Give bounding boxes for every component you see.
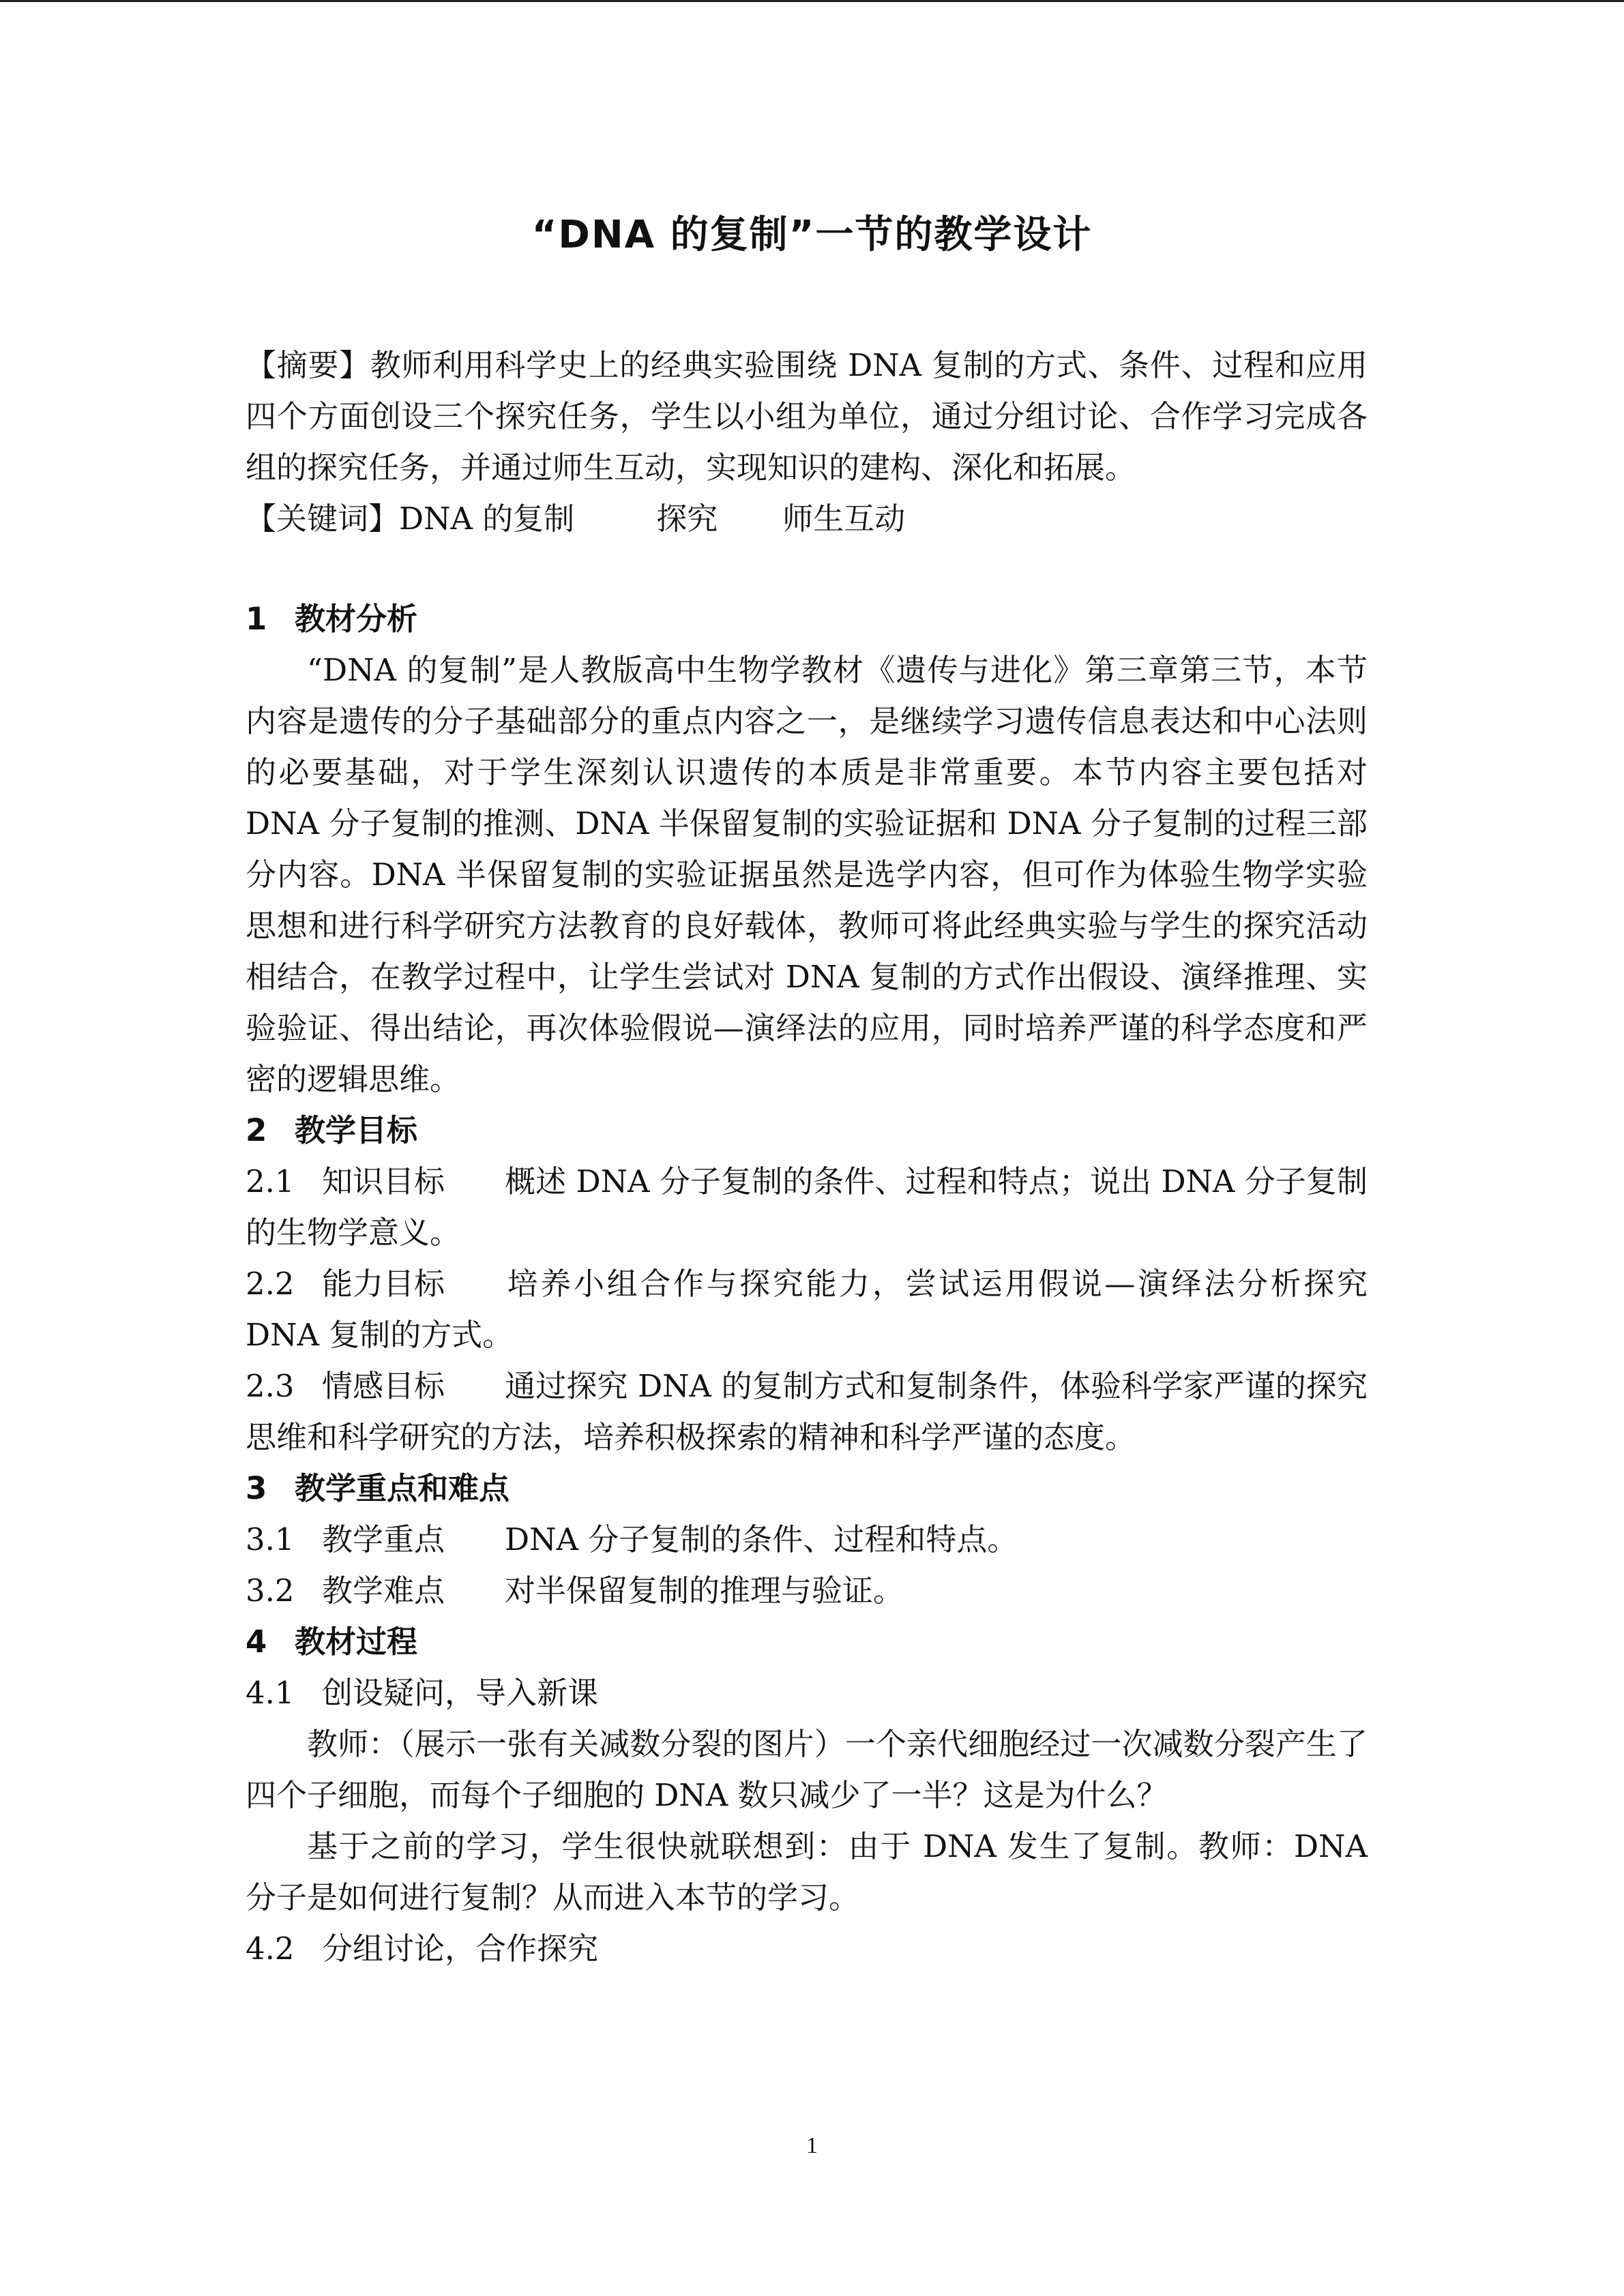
keywords-label: 【关键词】 xyxy=(246,501,400,537)
focus-item xyxy=(246,1565,1368,1616)
keyword-3: 师生互动 xyxy=(782,501,906,537)
item-text: 概述 DNA 分子复制的条件、过程和特点；说出 DNA 分子复制的生物学意义。 xyxy=(246,1163,1368,1251)
item-text: DNA 分子复制的条件、过程和特点。 xyxy=(505,1521,1018,1557)
subsection-title: 分组讨论，合作探究 xyxy=(322,1930,599,1967)
section-title: 教学目标 xyxy=(295,1112,418,1148)
section-1-paragraph: “DNA 的复制”是人教版高中生物学教材《遗传与进化》第三章第三节，本节内容是遗传的分子基础部分的重点内容之一，是继续学习遗传信息表达和中心法则的必要基础，对于学生深刻认识遗传的本质是非常重要。本节内容主要包括对 DNA 分子复制的推测、DNA 半保留复制的实验证据和 DNA 分子复制的过程三部分内容。DNA 半保留复制的实验证据虽然是选学内容，但可作为体验生物学实验思想和进行科学研究方法教育的良好载体，教师可将此经典实验与学生的探究活动相结合，在教学过程中，让学生尝试对 DNA 复制的方式作出假设、演绎推理、实验验证、得出结论，再次体验假说—演绎法的应用，同时培养严谨的科学态度和严密的逻辑思维。 xyxy=(246,652,1368,1097)
subsection-4-1-heading xyxy=(246,1667,1368,1718)
item-number: 4.2 xyxy=(246,1930,295,1967)
subsection-4-2-heading xyxy=(246,1923,1368,1974)
item-text: 对半保留复制的推理与验证。 xyxy=(505,1572,904,1609)
item-label: 能力目标 xyxy=(322,1266,445,1302)
process-paragraph-2: 基于之前的学习，学生很快就联想到：由于 DNA 发生了复制。教师：DNA 分子是如何进行复制？从而进入本节的学习。 xyxy=(246,1828,1368,1915)
focus-item xyxy=(246,1514,1368,1565)
section-number: 2 xyxy=(246,1112,267,1148)
item-number: 2.2 xyxy=(246,1266,295,1302)
item-label: 情感目标 xyxy=(322,1368,445,1404)
objective-item xyxy=(246,1258,1368,1360)
keyword-2: 探究 xyxy=(656,501,718,537)
item-number: 2.1 xyxy=(246,1163,295,1199)
abstract-paragraph xyxy=(246,340,1368,493)
top-border-line xyxy=(0,0,1624,2)
section-4-heading xyxy=(246,1616,1368,1667)
document-title: “DNA 的复制”一节的教学设计 xyxy=(531,213,1093,257)
abstract-label: 【摘要】 xyxy=(246,347,370,383)
item-label: 教学难点 xyxy=(322,1572,445,1609)
section-2-heading xyxy=(246,1105,1368,1156)
item-number: 4.1 xyxy=(246,1675,295,1711)
item-number: 3.1 xyxy=(246,1521,295,1557)
section-number: 3 xyxy=(246,1470,267,1506)
abstract-text: 教师利用科学史上的经典实验围绕 DNA 复制的方式、条件、过程和应用四个方面创设三个探究任务，学生以小组为单位，通过分组讨论、合作学习完成各组的探究任务，并通过师生互动，实现知识的建构、深化和拓展。 xyxy=(246,347,1368,486)
subsection-title: 创设疑问，导入新课 xyxy=(322,1675,599,1711)
item-text: 培养小组合作与探究能力，尝试运用假说—演绎法分析探究 DNA 复制的方式。 xyxy=(246,1266,1368,1353)
objective-item xyxy=(246,1360,1368,1463)
section-title: 教材分析 xyxy=(295,601,418,637)
item-number: 2.3 xyxy=(246,1368,295,1404)
item-number: 3.2 xyxy=(246,1572,295,1609)
document-body xyxy=(246,340,1368,1974)
keyword-1: DNA 的复制 xyxy=(399,501,575,537)
section-number: 1 xyxy=(246,601,267,637)
section-title: 教材过程 xyxy=(295,1624,418,1660)
objective-item xyxy=(246,1156,1368,1258)
item-label: 知识目标 xyxy=(322,1163,445,1199)
process-paragraph-1: 教师：（展示一张有关减数分裂的图片）一个亲代细胞经过一次减数分裂产生了四个子细胞，而每个子细胞的 DNA 数只减少了一半？这是为什么？ xyxy=(246,1726,1368,1813)
item-text: 通过探究 DNA 的复制方式和复制条件，体验科学家严谨的探究思维和科学研究的方法，培养积极探索的精神和科学严谨的态度。 xyxy=(246,1368,1368,1455)
section-title: 教学重点和难点 xyxy=(295,1470,510,1506)
page-number: 1 xyxy=(806,2133,818,2158)
section-3-heading xyxy=(246,1463,1368,1514)
section-number: 4 xyxy=(246,1624,267,1660)
keywords-line xyxy=(246,493,1368,544)
section-1-heading xyxy=(246,593,1368,644)
item-label: 教学重点 xyxy=(322,1521,445,1557)
